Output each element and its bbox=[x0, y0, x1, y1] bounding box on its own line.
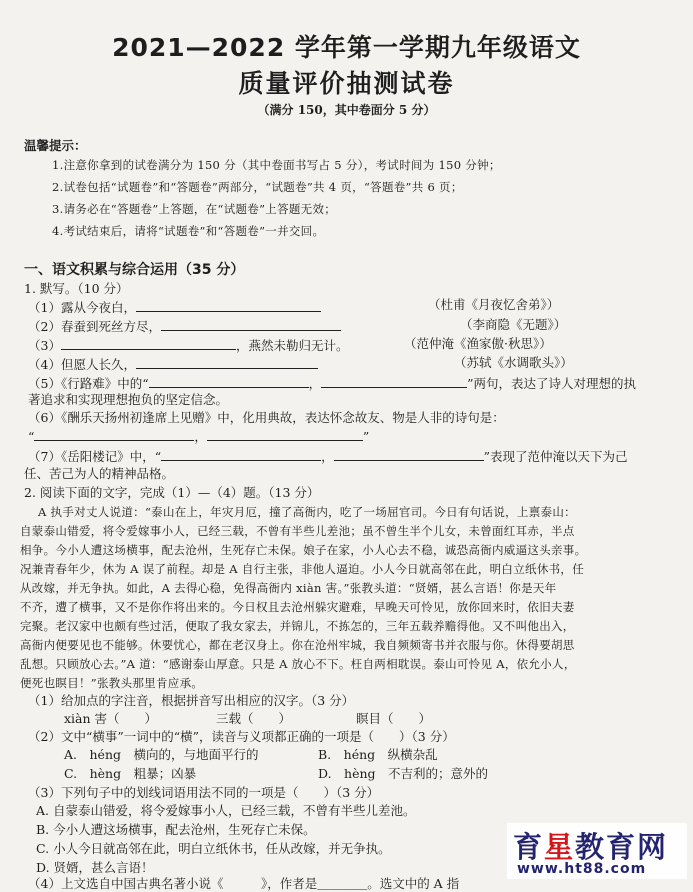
q2-3-option-c[interactable]: C. 小人今日就高邻在此，明白立纸休书，任从改嫁，并无争执。 bbox=[36, 841, 391, 856]
answer-blank[interactable] bbox=[321, 375, 467, 388]
q2-1-word: 瞑目（ ） bbox=[356, 711, 432, 726]
q1-item-7-text-a: （7）《岳阳楼记》中，“ bbox=[28, 449, 162, 464]
q1-item-5 bbox=[28, 375, 636, 392]
exam-title-line1: 2021—2022 学年第一学期九年级语文 bbox=[112, 33, 581, 62]
q2-1-word: xiàn 害（ ） bbox=[64, 711, 158, 726]
passage-line: 从改嫁，并无争执。如此，A 去得心稳，免得高衙内 xiàn 害。”张教头道：“贤婿，甚么言语！你是天年 bbox=[20, 581, 557, 595]
answer-blank[interactable] bbox=[149, 375, 309, 388]
exam-subtitle: （满分 150，其中卷面分 5 分） bbox=[257, 103, 436, 117]
answer-blank[interactable] bbox=[61, 337, 236, 350]
answer-blank[interactable] bbox=[136, 356, 318, 369]
passage-line: 完聚。老汉家中也颇有些过活，便取了我女家去，并锦儿，不拣怎的，三年五载养赡得他。又不叫他出入， bbox=[20, 619, 575, 633]
passage-line: 高衙内便要见也不能够。休要忧心，都在老汉身上。你在沧州牢城，我自频频寄书并衣服与你。休得要胡思 bbox=[20, 638, 575, 652]
answer-blank[interactable] bbox=[161, 448, 321, 461]
q1-item-4 bbox=[28, 356, 318, 373]
q2-2-prompt: （2）文中“横事”一词中的“横”，读音与义项都正确的一项是（ ）（3 分） bbox=[28, 729, 455, 744]
q2-heading: 2. 阅读下面的文字，完成（1）—（4）题。（13 分） bbox=[24, 485, 320, 500]
watermark-brand-a: 育 bbox=[513, 830, 545, 864]
q1-item-6-text-c: ” bbox=[362, 429, 370, 444]
watermark-brand-star: 星 bbox=[544, 830, 576, 864]
q1-item-5-cont: 著追求和实现理想抱负的坚定信念。 bbox=[28, 392, 229, 407]
q2-2-option-a[interactable]: A. héng 横向的，与地面平行的 bbox=[64, 747, 259, 762]
q1-item-label: （1）露从今夜白， bbox=[28, 300, 136, 315]
q1-item-mid: ，燕然未勒归无计。 bbox=[235, 338, 349, 353]
passage-line: 不齐，遭了横事，又不是你作将出来的。今日权且去沧州躲灾避难，早晚天可怜见，放你回来时，依旧夫妻 bbox=[20, 600, 575, 614]
q1-item-7-text-c: ”表现了范仲淹以天下为己 bbox=[483, 449, 628, 464]
q1-item-label: （2）春蚕到死丝方尽， bbox=[28, 319, 161, 334]
answer-blank[interactable] bbox=[161, 318, 341, 331]
passage-line: 便死也瞑目！”张教头那里肯应承。 bbox=[20, 676, 204, 690]
passage-line: 相争。今小人遭这场横事，配去沧州，生死存亡未保。娘子在家，小人心去不稳，诚恐高衙内威逼这头亲事。 bbox=[20, 543, 587, 557]
answer-blank[interactable] bbox=[34, 428, 194, 441]
q1-source: （范仲淹《渔家傲·秋思》） bbox=[404, 336, 552, 351]
q1-item-5-text-c: ”两句，表达了诗人对理想的执 bbox=[467, 376, 637, 391]
q1-item-6-text-b: ， bbox=[194, 429, 207, 444]
q1-item-5-text-b: ， bbox=[308, 376, 322, 391]
q2-3-option-d[interactable]: D. 贤婿，甚么言语！ bbox=[36, 860, 154, 875]
q2-2-option-b[interactable]: B. héng 纵横杂乱 bbox=[318, 747, 438, 762]
q1-source: （苏轼《水调歌头》） bbox=[454, 355, 573, 370]
q1-item-6-text-a: “ bbox=[28, 429, 35, 444]
q2-3-option-a[interactable]: A. 自蒙泰山错爱，将令爱嫁事小人，已经三载，不曾有半些儿差池。 bbox=[36, 803, 416, 818]
tip-item: 2.试卷包括“试题卷”和“答题卷”两部分，“试题卷”共 4 页，“答题卷”共 6 页； bbox=[52, 180, 463, 194]
tip-item: 1.注意你拿到的试卷满分为 150 分（其中卷面书写占 5 分），考试时间为 150 分钟； bbox=[52, 158, 501, 172]
watermark-brand bbox=[513, 825, 668, 866]
passage-line: A 执手对丈人说道：“泰山在上，年灾月厄，撞了高衙内，吃了一场屈官司。今日有句话说，上禀泰山： bbox=[38, 505, 576, 519]
q2-1-word: 三载（ ） bbox=[216, 711, 292, 726]
answer-blank[interactable] bbox=[136, 299, 321, 312]
q1-heading: 1. 默写。（10 分） bbox=[24, 281, 129, 296]
q2-3-prompt: （3）下列句子中的划线词语用法不同的一项是（ ）（3 分） bbox=[28, 785, 380, 800]
q1-item-6-answer bbox=[28, 428, 369, 445]
passage-line: 乱想。只顾放心去。”A 道：“感谢泰山厚意。只是 A 放心不下。枉自两相耽误。泰山可怜见 A，依允小人， bbox=[20, 657, 576, 671]
q1-item-7-text-b: ， bbox=[321, 449, 334, 464]
passage-line: 况兼青春年少，休为 A 误了前程。却是 A 自行主张，非他人逼迫。小人今日就高邻在此，明白立纸休书，任 bbox=[20, 562, 585, 576]
watermark-url: www.ht88.com bbox=[517, 861, 647, 877]
q1-item-label: （4）但愿人长久， bbox=[28, 357, 136, 372]
q1-item-1 bbox=[28, 299, 321, 316]
q1-item-6: （6）《酬乐天扬州初逢席上见赠》中，化用典故，表达怀念故友、物是人非的诗句是： bbox=[28, 410, 505, 425]
q1-source: （李商隐《无题》） bbox=[460, 317, 567, 332]
q1-item-label: （3） bbox=[28, 338, 61, 353]
q1-item-3 bbox=[28, 337, 348, 354]
watermark-logo bbox=[507, 823, 687, 879]
q2-2-option-d[interactable]: D. hèng 不吉利的；意外的 bbox=[318, 766, 489, 781]
tip-item: 3.请务必在“答题卷”上答题，在“试题卷”上答题无效； bbox=[52, 202, 337, 216]
tip-item: 4.考试结束后，请将“试题卷”和“答题卷”一并交回。 bbox=[52, 224, 325, 238]
tips-heading: 温馨提示： bbox=[24, 138, 87, 153]
q1-item-7-cont: 任、苦己为人的精神品格。 bbox=[24, 466, 175, 481]
q2-2-option-c[interactable]: C. hèng 粗暴；凶暴 bbox=[64, 766, 197, 781]
exam-title-line2: 质量评价抽测试卷 bbox=[238, 69, 455, 98]
q2-3-option-b[interactable]: B. 今小人遭这场横事，配去沧州，生死存亡未保。 bbox=[36, 822, 316, 837]
q1-item-5-text-a: （5）《行路难》中的“ bbox=[28, 376, 149, 391]
section1-heading: 一、语文积累与综合运用（35 分） bbox=[24, 262, 245, 278]
q2-1-prompt: （1）给加点的字注音，根据拼音写出相应的汉字。（3 分） bbox=[28, 693, 355, 708]
q1-source: （杜甫《月夜忆舍弟》） bbox=[428, 297, 560, 312]
q1-item-2 bbox=[28, 318, 341, 335]
q2-4-partial: （4）上文选自中国古典名著小说《 》，作者是＿＿＿＿。选文中的 A 指 bbox=[28, 876, 460, 891]
answer-blank[interactable] bbox=[334, 448, 484, 461]
watermark-brand-b: 教育网 bbox=[575, 830, 669, 864]
answer-blank[interactable] bbox=[207, 428, 363, 441]
passage-line: 自蒙泰山错爱，将令爱嫁事小人，已经三载，不曾有半些儿差池；虽不曾生半个儿女，未曾面红耳赤，半点 bbox=[20, 524, 575, 538]
q1-item-7 bbox=[28, 448, 628, 465]
